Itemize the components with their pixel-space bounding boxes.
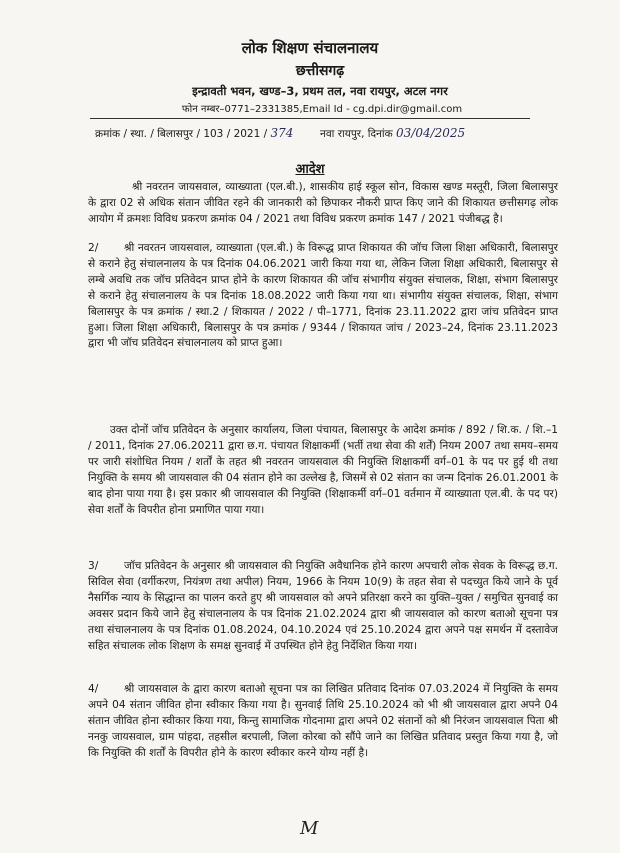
header-divider bbox=[90, 118, 530, 119]
paragraph-text: श्री नवरतन जायसवाल, व्याख्याता (एल.बी.), शासकीय हाई स्कूल सोन, विकास खण्ड मस्तूरी, जिला बिलासपुर के द्वारा 02 से अधिक संतान जीवित रहने की जानकारी को छिपाकर नौकरी प्राप्त किए जाने की शिकायत छत्तीसगढ़ लोक आयोग में क्रमशः विविध प्रकरण क्रमांक 04 / 2021 तथा विविध प्रकरण क्रमांक 147 / 2021 पंजीबद्ध है। bbox=[88, 181, 558, 225]
reference-number bbox=[95, 126, 293, 141]
initials-signature: M bbox=[300, 818, 319, 839]
reference-date bbox=[320, 126, 465, 141]
paragraph-text: जॉच प्रतिवेदन के अनुसार श्री जायसवाल की नियुक्ति अवैधानिक होने कारण अपचारी लोक सेवक के विरूद्ध छ.ग. सिविल सेवा (वर्गीकरण, नियंत्रण तथा अपील) नियम, 1966 के नियम 10(9) के तहत सेवा से पदच्युत किये जाने के पूर्व नैसर्गिक न्याय के सिद्धान्त का पालन करते हुए श्री जायसवाल को अपने प्रतिरक्षा करने का युक्ति–युक्त / समुचित सुनवाई का अवसर प्रदान किये जाने हेतु संचालनालय के पत्र दिनांक 21.02.2024 द्वारा श्री जायसवाल को कारण बताओ सूचना पत्र तथा संचालनालय के पत्र दिनांक 01.08.2024, 04.10.2024 एवं 25.10.2024 द्वारा अपने पक्ष समर्थन में दस्तावेज सहित संचालक लोक शिक्षण के समक्ष सुनवाई में उपस्थित होने हेतु निर्देशित किया गया। bbox=[88, 560, 558, 652]
paragraph-number: 2/ bbox=[88, 242, 99, 254]
paragraph-number: 4/ bbox=[88, 683, 99, 695]
paragraph-4 bbox=[88, 559, 558, 654]
paragraph-number: 3/ bbox=[88, 560, 99, 572]
paragraph-text: श्री नवरतन जायसवाल, व्याख्याता (एल.बी.) के विरूद्ध प्राप्त शिकायत की जॉच जिला शिक्षा अधिकारी, बिलासपुर से कराने हेतु संचालनालय के पत्र दिनांक 04.06.2021 जारी किया गया था, लेकिन जिला शिक्षा अधिकारी, बिलासपुर से लम्बे अवधि तक जॉच प्रतिवेदन प्राप्त होने के कारण शिकायत की जॉच संभागीय संयुक्त संचालक, शिक्षा, संभाग बिलासपुर से कराने हेतु संचालनालय के पत्र दिनांक 18.08.2022 जारी किया गया था। संभागीय संयुक्त संचालक, शिक्षा, संभाग बिलासपुर के पत्र क्रमांक / स्था.2 / शिकायत / 2022 / पी–1771, दिनांक 23.11.2022 द्वारा जांच प्रतिवेदन प्राप्त हुआ। जिला शिक्षा अधिकारी, बिलासपुर के पत्र क्रमांक / 9344 / शिकायत जांच / 2023–24, दिनांक 23.11.2023 द्वारा भी जॉच प्रतिवेदन संचालनालय को प्राप्त हुआ। bbox=[88, 242, 558, 350]
reference-date-handwritten: 03/04/2025 bbox=[396, 126, 466, 140]
paragraph-text: श्री जायसवाल के द्वारा कारण बताओ सूचना पत्र का लिखित प्रतिवाद दिनांक 07.03.2024 में नियुक्ति के समय अपने 04 संतान जीवित होना स्वीकार किया गया है। सुनवाई तिथि 25.10.2024 को भी श्री जायसवाल द्वारा अपने 04 संतान जीवित होना स्वीकार किया गया, किन्तु सामाजिक गोदनामा द्वारा अपने 02 संतानों को श्री निरंजन जायसवाल पिता श्री ननकु जायसवाल, ग्राम पांहदा, तहसील बरपाली, जिला कोरबा को सौंपे जाने का लिखित प्रतिवाद प्रस्तुत किया गया है, जो कि नियुक्ति की शर्तों के विपरीत होने के कारण स्वीकार करने योग्य नहीं है। bbox=[88, 683, 558, 759]
paragraph-1 bbox=[88, 180, 558, 228]
state-name: छत्तीसगढ़ bbox=[295, 63, 345, 79]
reference-number-text: क्रमांक / स्था. / बिलासपुर / 103 / 2021 / bbox=[95, 128, 268, 140]
reference-number-handwritten: 374 bbox=[270, 126, 294, 140]
paragraph-2 bbox=[88, 241, 558, 352]
office-address: इन्द्रावती भवन, खण्ड–3, प्रथम तल, नवा रायपुर, अटल नगर bbox=[192, 84, 448, 98]
contact-line: फोन नम्बर–0771–2331385,Email Id - cg.dpi.dir@gmail.com bbox=[181, 104, 463, 115]
order-title: आदेश bbox=[295, 162, 325, 177]
paragraph-5 bbox=[88, 682, 558, 762]
reference-date-text: नवा रायपुर, दिनांक bbox=[320, 128, 393, 140]
department-name: लोक शिक्षण संचालनालय bbox=[241, 39, 379, 57]
paragraph-3 bbox=[88, 423, 558, 518]
paragraph-text: उक्त दोनों जॉच प्रतिवेदन के अनुसार कार्यालय, जिला पंचायत, बिलासपुर के आदेश क्रमांक / 892 / शि.क. / शि.–1 / 2011, दिनांक 27.06.20211 द्वारा छ.ग. पंचायत शिक्षाकर्मी (भर्ती तथा सेवा की शर्तें) नियम 2007 तथा समय–समय पर जारी संशोधित नियम / शर्तों के तहत श्री नवरतन जायसवाल की नियुक्ति शिक्षाकर्मी वर्ग–01 के पद पर हुई थी तथा नियुक्ति के समय श्री जायसवाल की 04 संतान होने का उल्लेख है, जिसमें से 02 संतान का जन्म दिनांक 26.01.2001 के बाद होना पाया गया है। इस प्रकार श्री जायसवाल की नियुक्ति (शिक्षाकर्मी वर्ग–01 वर्तमान में व्याख्याता एल.बी. के पद पर) सेवा शर्तों के विपरीत होना प्रमाणित पाया गया। bbox=[88, 424, 558, 516]
